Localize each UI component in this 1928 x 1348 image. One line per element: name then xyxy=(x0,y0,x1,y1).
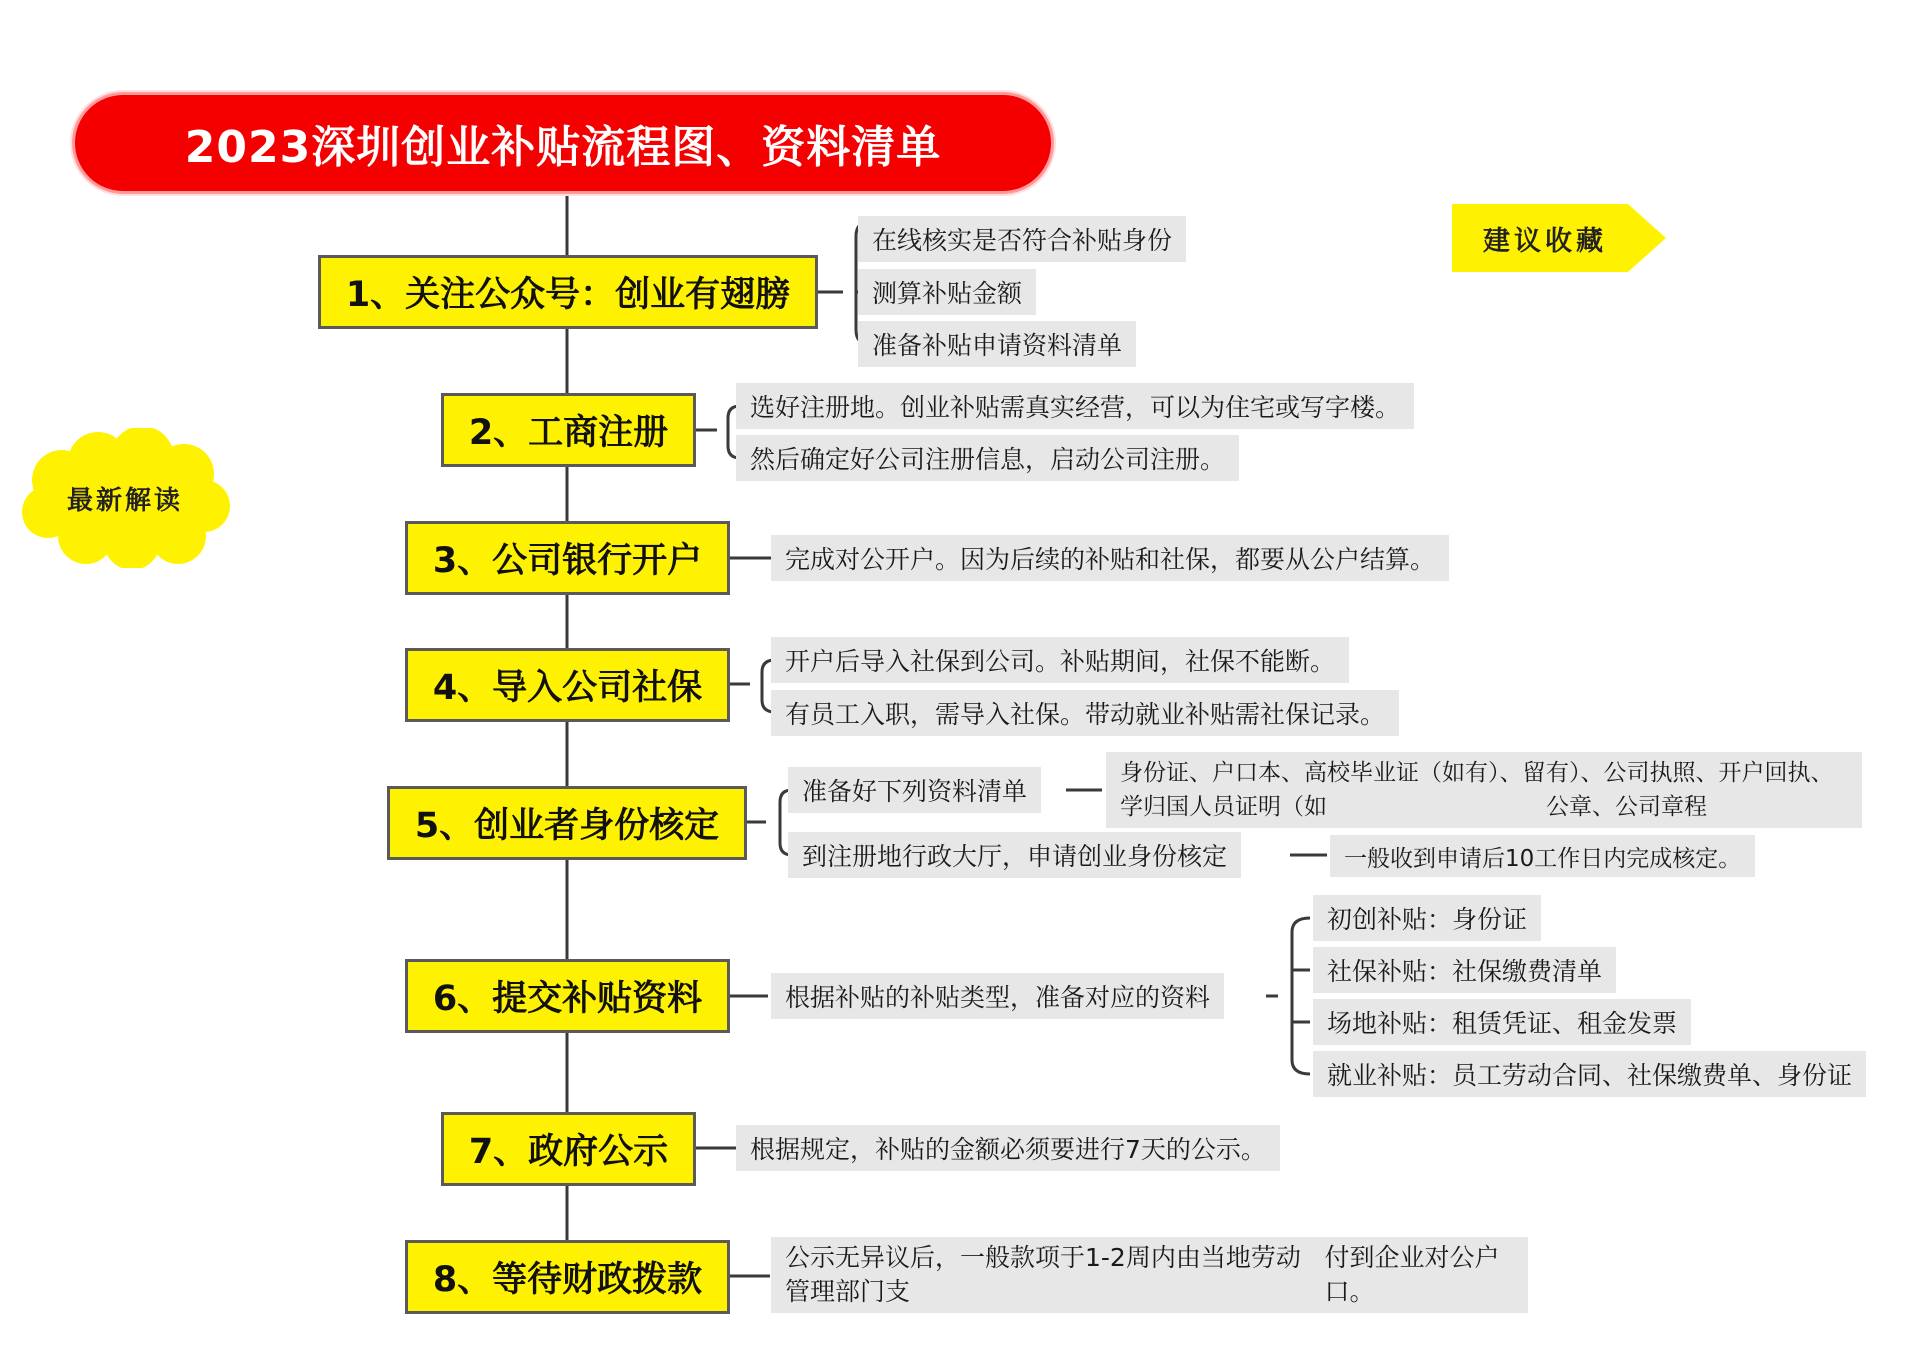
step-5-detail-1-line-1: 身份证、户口本、高校毕业证（如有）、留学归国人员证明（如 xyxy=(1120,760,1546,820)
step-5-detail-1-line-2: 有）、公司执照、开户回执、公章、公司章程 xyxy=(1545,760,1834,820)
step-7-box: 7、政府公示 xyxy=(441,1112,696,1186)
save-badge-label: 建议收藏 xyxy=(1483,225,1607,257)
page-title: 2023深圳创业补贴流程图、资料清单 xyxy=(72,92,1054,194)
latest-cloud-label: 最新解读 xyxy=(66,485,183,516)
step-4-note-1: 开户后导入社保到公司。补贴期间，社保不能断。 xyxy=(771,637,1349,683)
step-4-box: 4、导入公司社保 xyxy=(405,648,730,722)
step-6-note-1: 根据补贴的补贴类型，准备对应的资料 xyxy=(771,973,1224,1019)
step-8-note-1-line-2: 付到企业对公户口。 xyxy=(1324,1243,1500,1306)
step-5-note-1: 准备好下列资料清单 xyxy=(788,767,1041,813)
step-5-detail-1 xyxy=(1106,752,1862,828)
step-8-note-1 xyxy=(771,1237,1528,1313)
step-6-sub-note-1: 初创补贴：身份证 xyxy=(1313,895,1541,941)
step-5-note-2: 到注册地行政大厅，申请创业身份核定 xyxy=(788,832,1241,878)
step-6-sub-note-2: 社保补贴：社保缴费清单 xyxy=(1313,947,1616,993)
step-6-sub-note-3: 场地补贴：租赁凭证、租金发票 xyxy=(1313,999,1691,1045)
step-8-note-1-line-1: 公示无异议后，一般款项于1-2周内由当地劳动管理部门支 xyxy=(785,1243,1301,1306)
step-1-note-1: 在线核实是否符合补贴身份 xyxy=(858,216,1186,262)
step-2-note-1: 选好注册地。创业补贴需真实经营，可以为住宅或写字楼。 xyxy=(736,383,1414,429)
step-5-detail-2: 一般收到申请后10工作日内完成核定。 xyxy=(1330,835,1755,877)
step-5-box: 5、创业者身份核定 xyxy=(387,786,747,860)
step-6-sub-note-4: 就业补贴：员工劳动合同、社保缴费单、身份证 xyxy=(1313,1051,1866,1097)
step-3-box: 3、公司银行开户 xyxy=(405,521,730,595)
step-1-box: 1、关注公众号：创业有翅膀 xyxy=(318,255,818,329)
step-1-note-3: 准备补贴申请资料清单 xyxy=(858,321,1136,367)
step-1-note-2: 测算补贴金额 xyxy=(858,269,1036,315)
step-3-note-1: 完成对公开户。因为后续的补贴和社保，都要从公户结算。 xyxy=(771,535,1449,581)
step-2-note-2: 然后确定好公司注册信息，启动公司注册。 xyxy=(736,435,1239,481)
step-8-box: 8、等待财政拨款 xyxy=(405,1240,730,1314)
step-2-box: 2、工商注册 xyxy=(441,393,696,467)
step-7-note-1: 根据规定，补贴的金额必须要进行7天的公示。 xyxy=(736,1125,1280,1171)
step-4-note-2: 有员工入职，需导入社保。带动就业补贴需社保记录。 xyxy=(771,690,1399,736)
step-6-box: 6、提交补贴资料 xyxy=(405,959,730,1033)
